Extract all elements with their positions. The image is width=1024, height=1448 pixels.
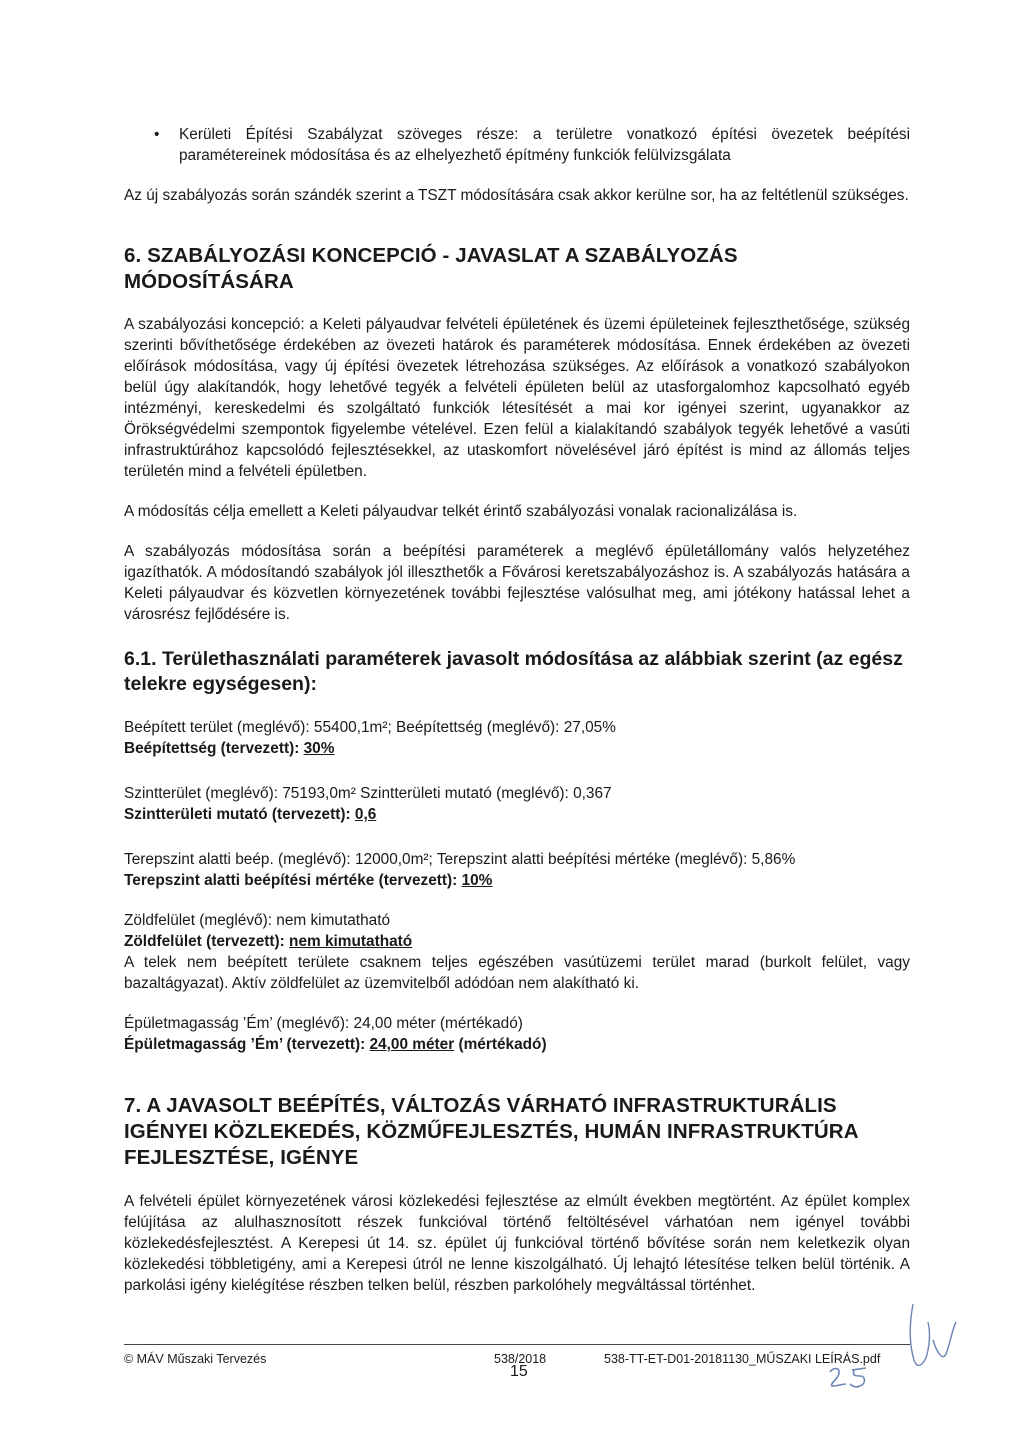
parameter-underground [124,849,910,891]
floor-area-planned-value: 0,6 [354,806,377,823]
document-body [124,118,910,1296]
section-6-paragraph-3: A szabályozás módosítása során a beépítési paraméterek a meglévő épületállomány valós helyzetéhez igazíthatók. A módosítandó szabályok jól illeszthetők a Fővárosi keretszabályozáshoz is. A szabályozás hatására a Keleti pályaudvar és közvetlen környezetének további fejlesztése valósulhat meg, ami jótékony hatással lehet a városrész fejlődésére is. [124,543,910,623]
underground-planned-value: 10% [461,872,493,889]
section-6-1-heading: 6.1. Területhasználati paraméterek javasolt módosítása az alábbiak szerint (az egész telekre egységesen): [124,648,903,695]
parameter-built-area [124,717,910,759]
underground-planned [124,870,910,891]
bullet-text: Kerületi Építési Szabályzat szöveges része: a területre vonatkozó építési övezetek beépítési paramétereinek módosítása és az elhelyezhető építmény funkciók felülvizsgálata [179,126,910,164]
green-area-planned-value: nem kimutatható [289,933,413,950]
built-area-planned-label: Beépítettség (tervezett): [124,740,300,757]
intro-paragraph: Az új szabályozás során szándék szerint a TSZT módosítására csak akkor kerülne sor, ha az feltétlenül szükséges. [124,187,909,204]
green-area-planned-label: Zöldfelület (tervezett): [124,933,285,950]
parameter-floor-area [124,783,910,825]
green-area-note: A telek nem beépített területe csaknem teljes egészében vasútüzemi terület marad (burkolt felület, vagy bazaltágyazat). Aktív zöldfelület az üzemvitelből adódóan nem alakítható ki. [124,954,910,992]
section-6-heading: 6. SZABÁLYOZÁSI KONCEPCIÓ - JAVASLAT A SZABÁLYOZÁS MÓDOSÍTÁSÁRA [124,244,738,293]
building-height-planned [124,1034,910,1055]
section-6-paragraph-1: A szabályozási koncepció: a Keleti pályaudvar felvételi épületének és üzemi épületeinek fejleszthetősége, szükség szerinti bővíthetősége érdekében az övezeti határok és paraméterek módosítása. Ennek érdekében az övezeti előírások módosítása, vagy új építési övezetek létrehozása szükséges. Az előírások a vonatkozó szabályokon belül úgy alakítandók, hogy lehetővé tegyék a felvételi épületen belül az utasforgalomhoz kapcsolható egyéb intézményi, kereskedelmi és szolgáltató funkciók létesítését a mai kor igényei szerint, ugyanakkor az Örökségvédelmi szempontok figyelembe vételével. Ezen felül a kialakítandó szabályok tegyék lehetővé a vasúti infrastruktúrához kapcsolódó fejlesztésekkel, az utaskomfort növelésével járó építést is mind az állomás teljes területén mind a felvételi épületben. [124,316,910,480]
green-area-planned [124,931,910,952]
page-footer [124,1344,910,1366]
handwritten-page-mark [826,1362,886,1392]
floor-area-planned-label: Szintterületi mutató (tervezett): [124,806,351,823]
footer-company: © MÁV Műszaki Tervezés [124,1352,267,1366]
building-height-existing: Épületmagasság ’Ém’ (meglévő): 24,00 méter (mértékadó) [124,1015,523,1032]
section-7-paragraph-1: A felvételi épület környezetének városi közlekedési fejlesztése az elmúlt években megtörtént. Az épület komplex felújítása az alulhasznosított részek funkcióval történő feltöltésével várhatóan nem igényel további közlekedésfejlesztést. A Kerepesi út 14. sz. épület új funkcióval történő bővítése során nem keletkezik olyan közlekedési többletigény, ami a Kerepesi útról ne lenne kiszolgálható. Új lehajtó létesítése telken belül történik. A parkolási igény kielégítése részben telken belül, részben parkolóhely megváltással történhet. [124,1193,910,1294]
building-height-planned-value: 24,00 méter [369,1036,455,1053]
floor-area-planned [124,804,910,825]
section-7-heading: 7. A JAVASOLT BEÉPÍTÉS, VÁLTOZÁS VÁRHATÓ INFRASTRUKTURÁLIS IGÉNYEI KÖZLEKEDÉS, KÖZMŰFEJLESZTÉS, HUMÁN INFRASTRUKTÚRA FEJLESZTÉSE, IGÉNYE [124,1094,858,1169]
page-number: 15 [510,1363,528,1380]
built-area-planned-value: 30% [303,740,335,757]
footer-project-number: 538/2018 [494,1352,547,1366]
underground-planned-label: Terepszint alatti beépítési mértéke (tervezett): [124,872,458,889]
built-area-existing: Beépített terület (meglévő): 55400,1m²; Beépítettség (meglévő): 27,05% [124,719,616,736]
footer-file-name: 538-TT-ET-D01-20181130_MŰSZAKI LEÍRÁS.pdf [604,1352,881,1366]
building-height-planned-suffix: (mértékadó) [458,1036,547,1053]
floor-area-existing: Szintterület (meglévő): 75193,0m² Szintterületi mutató (meglévő): 0,367 [124,785,612,802]
bullet-item [154,124,910,166]
parameter-green-area [124,910,910,994]
parameter-building-height [124,1013,910,1055]
building-height-planned-label: Épületmagasság ’Ém’ (tervezett): [124,1036,366,1053]
bullet-marker: • [154,126,160,143]
underground-existing: Terepszint alatti beép. (meglévő): 12000,0m²; Terepszint alatti beépítési mértéke (meglévő): 5,86% [124,851,796,868]
section-6-paragraph-2: A módosítás célja emellett a Keleti pályaudvar telkét érintő szabályozási vonalak racionalizálása is. [124,503,798,520]
green-area-existing: Zöldfelület (meglévő): nem kimutatható [124,912,391,929]
built-area-planned [124,738,910,759]
